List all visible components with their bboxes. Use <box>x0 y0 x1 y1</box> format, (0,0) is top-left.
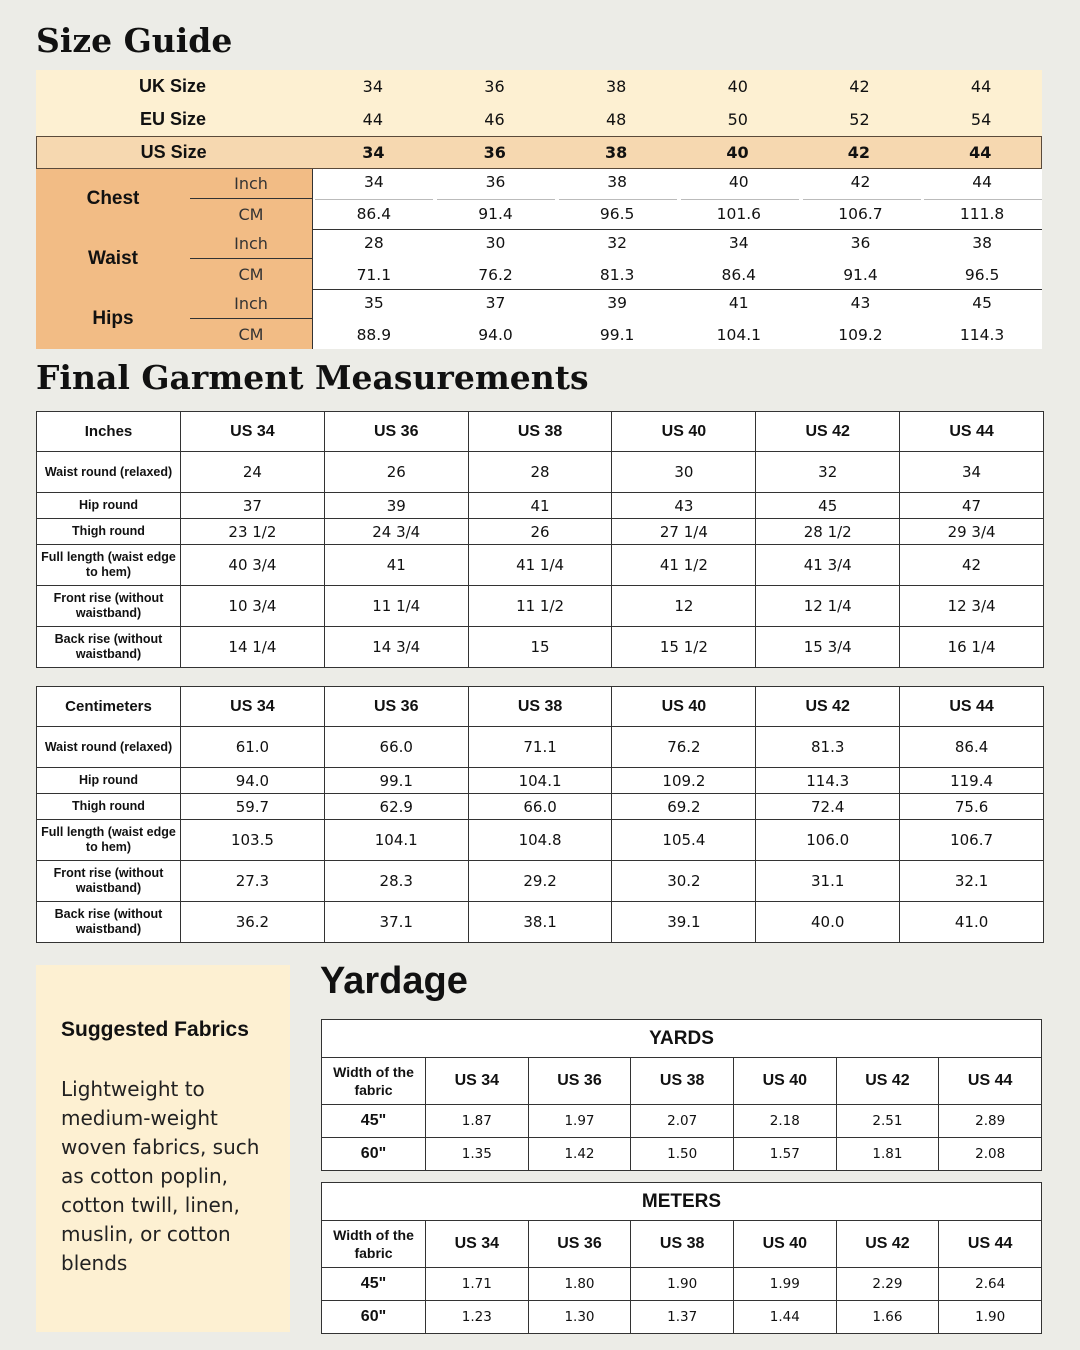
table-cell: 29.2 <box>468 861 612 902</box>
fabric-width-label: Width of the fabric <box>322 1058 426 1105</box>
hips-cm-value: 88.9 <box>356 326 392 344</box>
waist-label: Waist <box>88 248 138 269</box>
chest-cm-value: 96.5 <box>599 205 635 223</box>
table-cell: 94.0 <box>181 768 325 794</box>
final-measurements-title: Final Garment Measurements <box>36 358 589 397</box>
table-row <box>322 1301 1042 1334</box>
table-cell: 2.18 <box>733 1105 836 1138</box>
chest-inch-value: 40 <box>728 173 749 191</box>
table-cell: 1.35 <box>426 1138 529 1171</box>
table-cell: 43 <box>612 493 756 519</box>
table-cell: 37 <box>181 493 325 519</box>
table-header-row <box>322 1221 1042 1268</box>
table-header-row <box>322 1058 1042 1105</box>
uk-size-value: 40 <box>727 77 748 96</box>
table-cell: 41 <box>324 545 468 586</box>
chest-inch-value: 42 <box>850 173 871 191</box>
table-cell: 119.4 <box>900 768 1044 794</box>
table-cell: 11 1/4 <box>324 586 468 627</box>
hips-label: Hips <box>92 308 134 329</box>
table-cell: 104.1 <box>468 768 612 794</box>
table-cell: 1.50 <box>631 1138 734 1171</box>
table-cell: 39 <box>324 493 468 519</box>
yardage-title: Yardage <box>320 960 468 1002</box>
size-header: US 38 <box>631 1221 734 1268</box>
table-header-row <box>37 687 1044 727</box>
uk-size-value: 42 <box>849 77 870 96</box>
table-cell: 41 1/4 <box>468 545 612 586</box>
size-header: US 42 <box>756 412 900 452</box>
size-guide-table <box>36 70 1042 348</box>
table-cell: 12 <box>612 586 756 627</box>
size-header: US 34 <box>181 412 325 452</box>
waist-inch-value: 34 <box>728 234 749 252</box>
table-cell: 26 <box>324 452 468 493</box>
waist-group <box>36 229 1042 289</box>
row-label: Back rise (without waistband) <box>37 902 181 943</box>
uk-size-label: UK Size <box>138 76 206 96</box>
table-row <box>37 794 1044 820</box>
table-cell: 32 <box>756 452 900 493</box>
size-header: US 36 <box>324 412 468 452</box>
eu-size-value: 46 <box>484 110 505 129</box>
size-header: US 38 <box>631 1058 734 1105</box>
table-cell: 1.23 <box>426 1301 529 1334</box>
size-header: US 36 <box>528 1058 631 1105</box>
yards-table <box>321 1019 1042 1171</box>
table-row <box>37 452 1044 493</box>
us-size-row <box>36 136 1042 169</box>
fabric-width-value: 60" <box>322 1301 426 1334</box>
cm-unit-label: CM <box>238 204 264 224</box>
row-label: Front rise (without waistband) <box>37 586 181 627</box>
table-cell: 69.2 <box>612 794 756 820</box>
table-cell: 28 <box>468 452 612 493</box>
table-cell: 2.64 <box>939 1268 1042 1301</box>
us-size-value: 40 <box>726 143 749 162</box>
table-cell: 41 <box>468 493 612 519</box>
table-cell: 61.0 <box>181 727 325 768</box>
chest-cm-value: 106.7 <box>838 205 883 223</box>
cm-unit-label: CM <box>238 324 264 344</box>
table-cell: 29 3/4 <box>900 519 1044 545</box>
eu-size-value: 52 <box>849 110 870 129</box>
chest-inch-value: 44 <box>972 173 992 191</box>
waist-inch-value: 30 <box>485 234 506 252</box>
size-header: US 38 <box>468 412 612 452</box>
waist-inch-value: 38 <box>972 234 992 252</box>
table-cell: 99.1 <box>324 768 468 794</box>
size-header: US 36 <box>528 1221 631 1268</box>
table-cell: 12 3/4 <box>900 586 1044 627</box>
table-cell: 1.30 <box>528 1301 631 1334</box>
eu-size-label: EU Size <box>139 109 206 129</box>
chest-label: Chest <box>86 188 140 209</box>
meters-table <box>321 1182 1042 1334</box>
row-label: Thigh round <box>37 519 181 545</box>
centimeters-corner-label: Centimeters <box>37 687 181 727</box>
centimeters-table <box>36 686 1044 943</box>
table-cell: 36.2 <box>181 902 325 943</box>
table-cell: 24 3/4 <box>324 519 468 545</box>
chest-cm-value: 101.6 <box>716 205 761 223</box>
size-header: US 34 <box>426 1221 529 1268</box>
eu-size-value: 54 <box>970 110 992 129</box>
uk-size-value: 38 <box>605 77 627 96</box>
table-cell: 105.4 <box>612 820 756 861</box>
table-cell: 14 3/4 <box>324 627 468 668</box>
table-cell: 1.71 <box>426 1268 529 1301</box>
table-cell: 1.44 <box>733 1301 836 1334</box>
uk-size-value: 36 <box>484 77 505 96</box>
table-row <box>37 727 1044 768</box>
table-cell: 42 <box>900 545 1044 586</box>
size-header: US 42 <box>836 1221 939 1268</box>
row-label: Back rise (without waistband) <box>37 627 181 668</box>
table-cell: 71.1 <box>468 727 612 768</box>
table-cell: 41 3/4 <box>756 545 900 586</box>
table-cell: 38.1 <box>468 902 612 943</box>
table-cell: 39.1 <box>612 902 756 943</box>
us-size-value: 44 <box>969 143 992 162</box>
chest-inch-value: 36 <box>485 173 506 191</box>
chest-cm-value: 91.4 <box>478 205 513 223</box>
table-cell: 66.0 <box>324 727 468 768</box>
table-cell: 1.66 <box>836 1301 939 1334</box>
table-cell: 2.29 <box>836 1268 939 1301</box>
size-header: US 34 <box>181 687 325 727</box>
table-cell: 41.0 <box>900 902 1044 943</box>
chest-inch-value: 34 <box>363 173 384 191</box>
table-row <box>37 493 1044 519</box>
table-cell: 1.42 <box>528 1138 631 1171</box>
chest-inch-value: 38 <box>607 173 627 191</box>
inches-corner-label: Inches <box>37 412 181 452</box>
table-cell: 76.2 <box>612 727 756 768</box>
table-cell: 40 3/4 <box>181 545 325 586</box>
table-cell: 75.6 <box>900 794 1044 820</box>
waist-cm-value: 81.3 <box>599 266 635 284</box>
meters-caption: METERS <box>322 1183 1042 1221</box>
row-label: Full length (waist edge to hem) <box>37 820 181 861</box>
table-cell: 103.5 <box>181 820 325 861</box>
table-cell: 30.2 <box>612 861 756 902</box>
table-cell: 30 <box>612 452 756 493</box>
eu-size-value: 50 <box>727 110 748 129</box>
waist-inch-value: 36 <box>850 234 871 252</box>
table-cell: 14 1/4 <box>181 627 325 668</box>
table-cell: 15 1/2 <box>612 627 756 668</box>
size-header: US 44 <box>900 412 1044 452</box>
hips-inch-value: 37 <box>485 294 506 312</box>
size-header: US 38 <box>468 687 612 727</box>
table-row <box>37 902 1044 943</box>
table-cell: 1.99 <box>733 1268 836 1301</box>
cm-unit-label: CM <box>238 264 264 284</box>
table-cell: 106.7 <box>900 820 1044 861</box>
hips-cm-value: 104.1 <box>716 326 761 344</box>
table-row <box>37 519 1044 545</box>
us-size-label: US Size <box>140 142 207 162</box>
uk-size-row <box>36 70 1042 103</box>
table-cell: 28.3 <box>324 861 468 902</box>
table-cell: 106.0 <box>756 820 900 861</box>
table-cell: 15 <box>468 627 612 668</box>
table-row <box>322 1138 1042 1171</box>
chest-group <box>36 169 1042 229</box>
chest-cm-value: 86.4 <box>356 205 392 223</box>
table-cell: 27.3 <box>181 861 325 902</box>
chest-cm-value: 111.8 <box>959 205 1005 223</box>
size-guide-title: Size Guide <box>36 21 233 60</box>
eu-size-row <box>36 103 1042 136</box>
table-cell: 27 1/4 <box>612 519 756 545</box>
waist-cm-value: 91.4 <box>843 266 878 284</box>
row-label: Hip round <box>37 493 181 519</box>
row-label: Full length (waist edge to hem) <box>37 545 181 586</box>
size-header: US 44 <box>900 687 1044 727</box>
table-cell: 86.4 <box>900 727 1044 768</box>
table-cell: 59.7 <box>181 794 325 820</box>
hips-inch-value: 45 <box>972 294 992 312</box>
table-cell: 32.1 <box>900 861 1044 902</box>
waist-cm-value: 86.4 <box>721 266 757 284</box>
table-cell: 41 1/2 <box>612 545 756 586</box>
hips-group <box>36 289 1042 349</box>
size-header: US 40 <box>733 1058 836 1105</box>
row-label: Waist round (relaxed) <box>37 452 181 493</box>
suggested-fabrics-panel <box>36 965 290 1332</box>
table-cell: 1.81 <box>836 1138 939 1171</box>
table-cell: 1.90 <box>939 1301 1042 1334</box>
size-header: US 40 <box>612 412 756 452</box>
suggested-fabrics-title: Suggested Fabrics <box>61 1018 249 1041</box>
table-row <box>37 627 1044 668</box>
hips-cm-value: 109.2 <box>838 326 883 344</box>
hips-inch-value: 43 <box>850 294 871 312</box>
us-size-value: 38 <box>604 143 628 162</box>
table-cell: 1.90 <box>631 1268 734 1301</box>
hips-cm-value: 94.0 <box>478 326 513 344</box>
us-size-value: 36 <box>483 143 506 162</box>
hips-cm-value: 99.1 <box>599 326 635 344</box>
table-cell: 37.1 <box>324 902 468 943</box>
size-header: US 44 <box>939 1221 1042 1268</box>
table-cell: 28 1/2 <box>756 519 900 545</box>
size-header: US 42 <box>836 1058 939 1105</box>
table-cell: 1.87 <box>426 1105 529 1138</box>
table-cell: 1.97 <box>528 1105 631 1138</box>
table-cell: 2.08 <box>939 1138 1042 1171</box>
fabric-width-value: 45" <box>322 1105 426 1138</box>
table-cell: 1.57 <box>733 1138 836 1171</box>
waist-inch-value: 28 <box>363 234 384 252</box>
row-label: Hip round <box>37 768 181 794</box>
yards-caption: YARDS <box>322 1020 1042 1058</box>
size-header: US 42 <box>756 687 900 727</box>
table-cell: 2.89 <box>939 1105 1042 1138</box>
table-cell: 10 3/4 <box>181 586 325 627</box>
us-size-value: 42 <box>847 143 871 162</box>
fabric-width-value: 45" <box>322 1268 426 1301</box>
uk-size-value: 44 <box>970 77 992 96</box>
table-row <box>322 1105 1042 1138</box>
table-cell: 114.3 <box>756 768 900 794</box>
row-label: Front rise (without waistband) <box>37 861 181 902</box>
hips-inch-value: 35 <box>363 294 384 312</box>
inches-table <box>36 411 1044 668</box>
table-cell: 109.2 <box>612 768 756 794</box>
inch-unit-label: Inch <box>190 289 312 319</box>
table-row <box>37 586 1044 627</box>
table-cell: 104.8 <box>468 820 612 861</box>
inch-unit-label: Inch <box>190 169 312 199</box>
waist-inch-value: 32 <box>607 234 627 252</box>
eu-size-value: 44 <box>362 110 383 129</box>
eu-size-value: 48 <box>605 110 627 129</box>
table-cell: 72.4 <box>756 794 900 820</box>
size-header: US 40 <box>612 687 756 727</box>
table-row <box>322 1268 1042 1301</box>
table-cell: 34 <box>900 452 1044 493</box>
uk-size-value: 34 <box>362 77 383 96</box>
size-header: US 34 <box>426 1058 529 1105</box>
size-header: US 44 <box>939 1058 1042 1105</box>
table-cell: 2.51 <box>836 1105 939 1138</box>
table-row <box>37 861 1044 902</box>
suggested-fabrics-text: Lightweight to medium-weight woven fabrics, such as cotton poplin, cotton twill, linen, muslin, or cotton blends <box>61 1077 260 1275</box>
waist-cm-value: 96.5 <box>964 266 1000 284</box>
table-cell: 45 <box>756 493 900 519</box>
table-header-row <box>37 412 1044 452</box>
table-cell: 62.9 <box>324 794 468 820</box>
table-cell: 11 1/2 <box>468 586 612 627</box>
table-cell: 12 1/4 <box>756 586 900 627</box>
table-cell: 31.1 <box>756 861 900 902</box>
size-header: US 36 <box>324 687 468 727</box>
row-label: Waist round (relaxed) <box>37 727 181 768</box>
us-size-value: 34 <box>362 143 385 162</box>
table-row <box>37 820 1044 861</box>
table-cell: 15 3/4 <box>756 627 900 668</box>
table-cell: 104.1 <box>324 820 468 861</box>
table-row <box>37 545 1044 586</box>
hips-cm-value: 114.3 <box>959 326 1005 344</box>
table-cell: 47 <box>900 493 1044 519</box>
fabric-width-label: Width of the fabric <box>322 1221 426 1268</box>
table-cell: 81.3 <box>756 727 900 768</box>
hips-inch-value: 41 <box>728 294 749 312</box>
hips-inch-value: 39 <box>607 294 627 312</box>
row-label: Thigh round <box>37 794 181 820</box>
waist-cm-value: 71.1 <box>356 266 392 284</box>
table-cell: 40.0 <box>756 902 900 943</box>
table-row <box>37 768 1044 794</box>
table-cell: 1.37 <box>631 1301 734 1334</box>
size-header: US 40 <box>733 1221 836 1268</box>
table-cell: 66.0 <box>468 794 612 820</box>
fabric-width-value: 60" <box>322 1138 426 1171</box>
table-cell: 1.80 <box>528 1268 631 1301</box>
table-cell: 26 <box>468 519 612 545</box>
table-cell: 16 1/4 <box>900 627 1044 668</box>
waist-cm-value: 76.2 <box>478 266 513 284</box>
table-cell: 23 1/2 <box>181 519 325 545</box>
inch-unit-label: Inch <box>190 229 312 259</box>
table-cell: 24 <box>181 452 325 493</box>
table-cell: 2.07 <box>631 1105 734 1138</box>
